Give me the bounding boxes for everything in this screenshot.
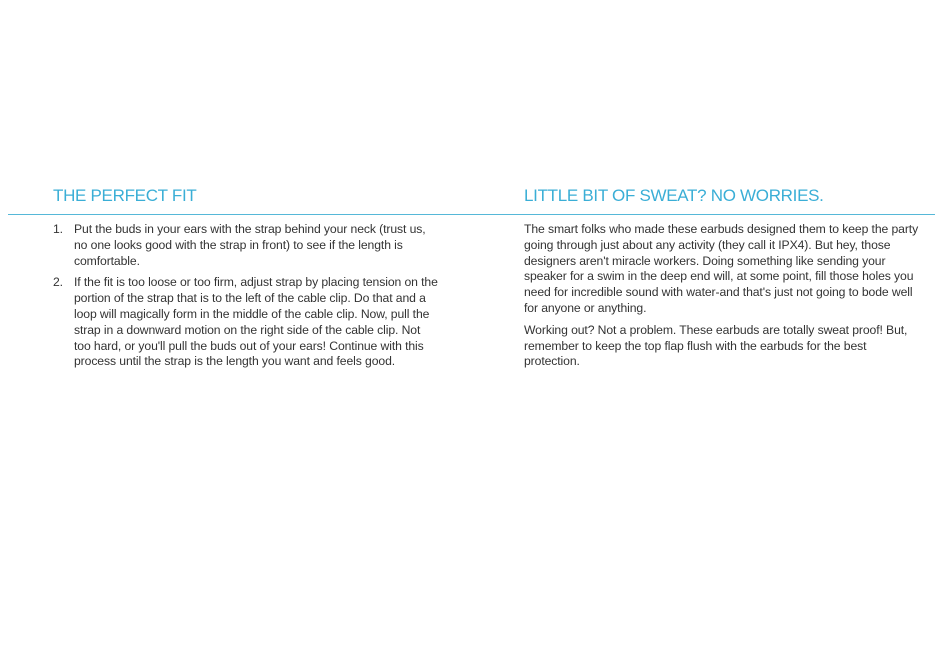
fit-step-2 [53,275,438,370]
divider-rule [8,214,935,215]
step-text: If the fit is too loose or too firm, adjust strap by placing tension on the portion of the strap that is to the left of the cable clip. Do that and a loop will magically form in the middle of the cable clip. Now, pull the strap in a downward motion on the right side of the cable clip. Not too hard, or you'll pull the buds out of your ears! Continue with this process until the strap is the length you want and feels good. [74,275,438,369]
sweat-paragraph-1: The smart folks who made these earbuds designed them to keep the party going through just about any activity (they call it IPX4). But hey, those designers aren't miracle workers. Doing something like sending your speaker for a swim in the deep end will, at some point, fill those holes you need for incredible sound with water-and that's just not going to bode well for anyone or anything. [524,222,919,315]
section-heading-sweat: LITTLE BIT OF SWEAT? NO WORRIES. [524,186,824,205]
sweat-column [524,222,919,376]
step-number: 2. [53,275,63,290]
sweat-paragraph-2: Working out? Not a problem. These earbuds are totally sweat proof! But, remember to keep the top flap flush with the earbuds for the best protection. [524,322,908,369]
fit-steps-list [53,222,438,370]
perfect-fit-column [53,222,438,376]
section-heading-perfect-fit: THE PERFECT FIT [53,186,197,205]
fit-step-1 [53,222,438,269]
step-text: Put the buds in your ears with the strap behind your neck (trust us, no one looks good with the strap in front) to see if the length is comfortable. [74,222,426,268]
step-number: 1. [53,222,63,236]
